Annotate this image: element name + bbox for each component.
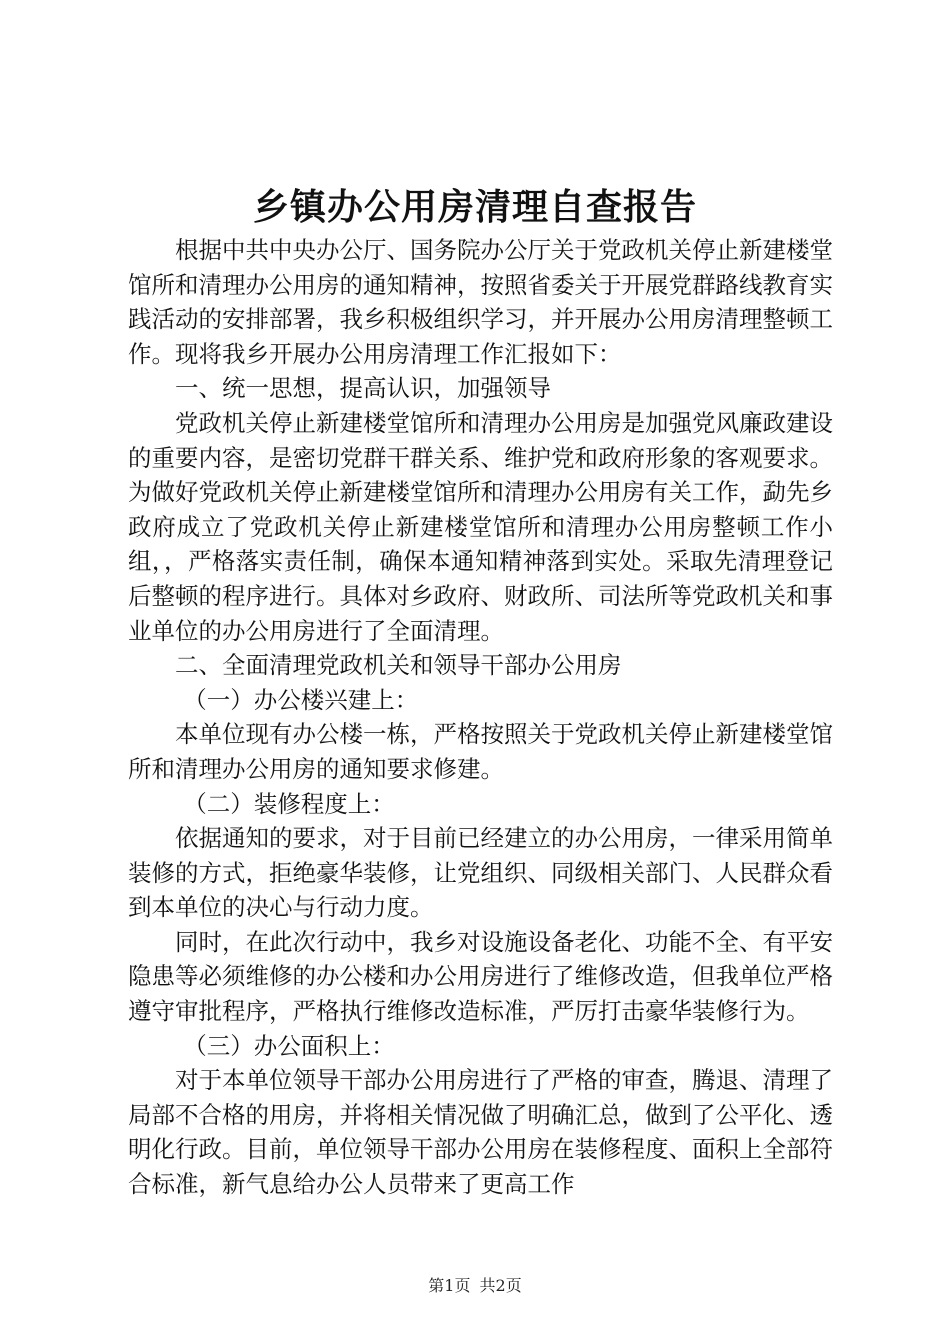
- paragraph-maintenance: 同时，在此次行动中，我乡对设施设备老化、功能不全、有平安隐患等必须维修的办公楼和办公用房进行了维修改造，但我单位严格遵守审批程序，严格执行维修改造标准，严厉打击豪华装修行为。: [128, 927, 833, 1026]
- paragraph-decoration: 依据通知的要求，对于目前已经建立的办公用房，一律采用简单装修的方式，拒绝豪华装修，让党组织、同级相关部门、人民群众看到本单位的决心与行动力度。: [128, 824, 833, 922]
- section-heading-1: 一、统一思想，提高认识，加强领导: [175, 374, 551, 403]
- section-heading-2: 二、全面清理党政机关和领导干部办公用房: [175, 651, 622, 680]
- page-total: 共2页: [479, 1276, 522, 1295]
- paragraph-building: 本单位现有办公楼一栋，严格按照关于党政机关停止新建楼堂馆所和清理办公用房的通知要求修建。: [128, 720, 833, 783]
- subsection-heading-3: （三）办公面积上：: [183, 1031, 395, 1060]
- page-number: 第1页: [428, 1276, 471, 1295]
- paragraph-intro: 根据中共中央办公厅、国务院办公厅关于党政机关停止新建楼堂馆所和清理办公用房的通知精神，按照省委关于开展党群路线教育实践活动的安排部署，我乡积极组织学习，并开展办公用房清理整顿工作。现将我乡开展办公用房清理工作汇报如下：: [128, 236, 833, 368]
- subsection-heading-2: （二）装修程度上：: [183, 789, 395, 818]
- page-footer: [0, 1276, 950, 1296]
- document-title: 乡镇办公用房清理自查报告: [252, 186, 697, 228]
- subsection-heading-1: （一）办公楼兴建上：: [183, 685, 419, 714]
- paragraph-section-1: 党政机关停止新建楼堂馆所和清理办公用房是加强党风廉政建设的重要内容，是密切党群干群关系、维护党和政府形象的客观要求。为做好党政机关停止新建楼堂馆所和清理办公用房有关工作，勐先乡政府成立了党政机关停止新建楼堂馆所和清理办公用房整顿工作小组，，严格落实责任制，确保本通知精神落到实处。采取先清理登记后整顿的程序进行。具体对乡政府、财政所、司法所等党政机关和事业单位的办公用房进行了全面清理。: [128, 408, 833, 645]
- paragraph-area: 对于本单位领导干部办公用房进行了严格的审查，腾退、清理了局部不合格的用房，并将相关情况做了明确汇总，做到了公平化、透明化行政。目前，单位领导干部办公用房在装修程度、面积上全部符合标准，新气息给办公人员带来了更高工作: [128, 1066, 833, 1199]
- document-body: [128, 233, 833, 1202]
